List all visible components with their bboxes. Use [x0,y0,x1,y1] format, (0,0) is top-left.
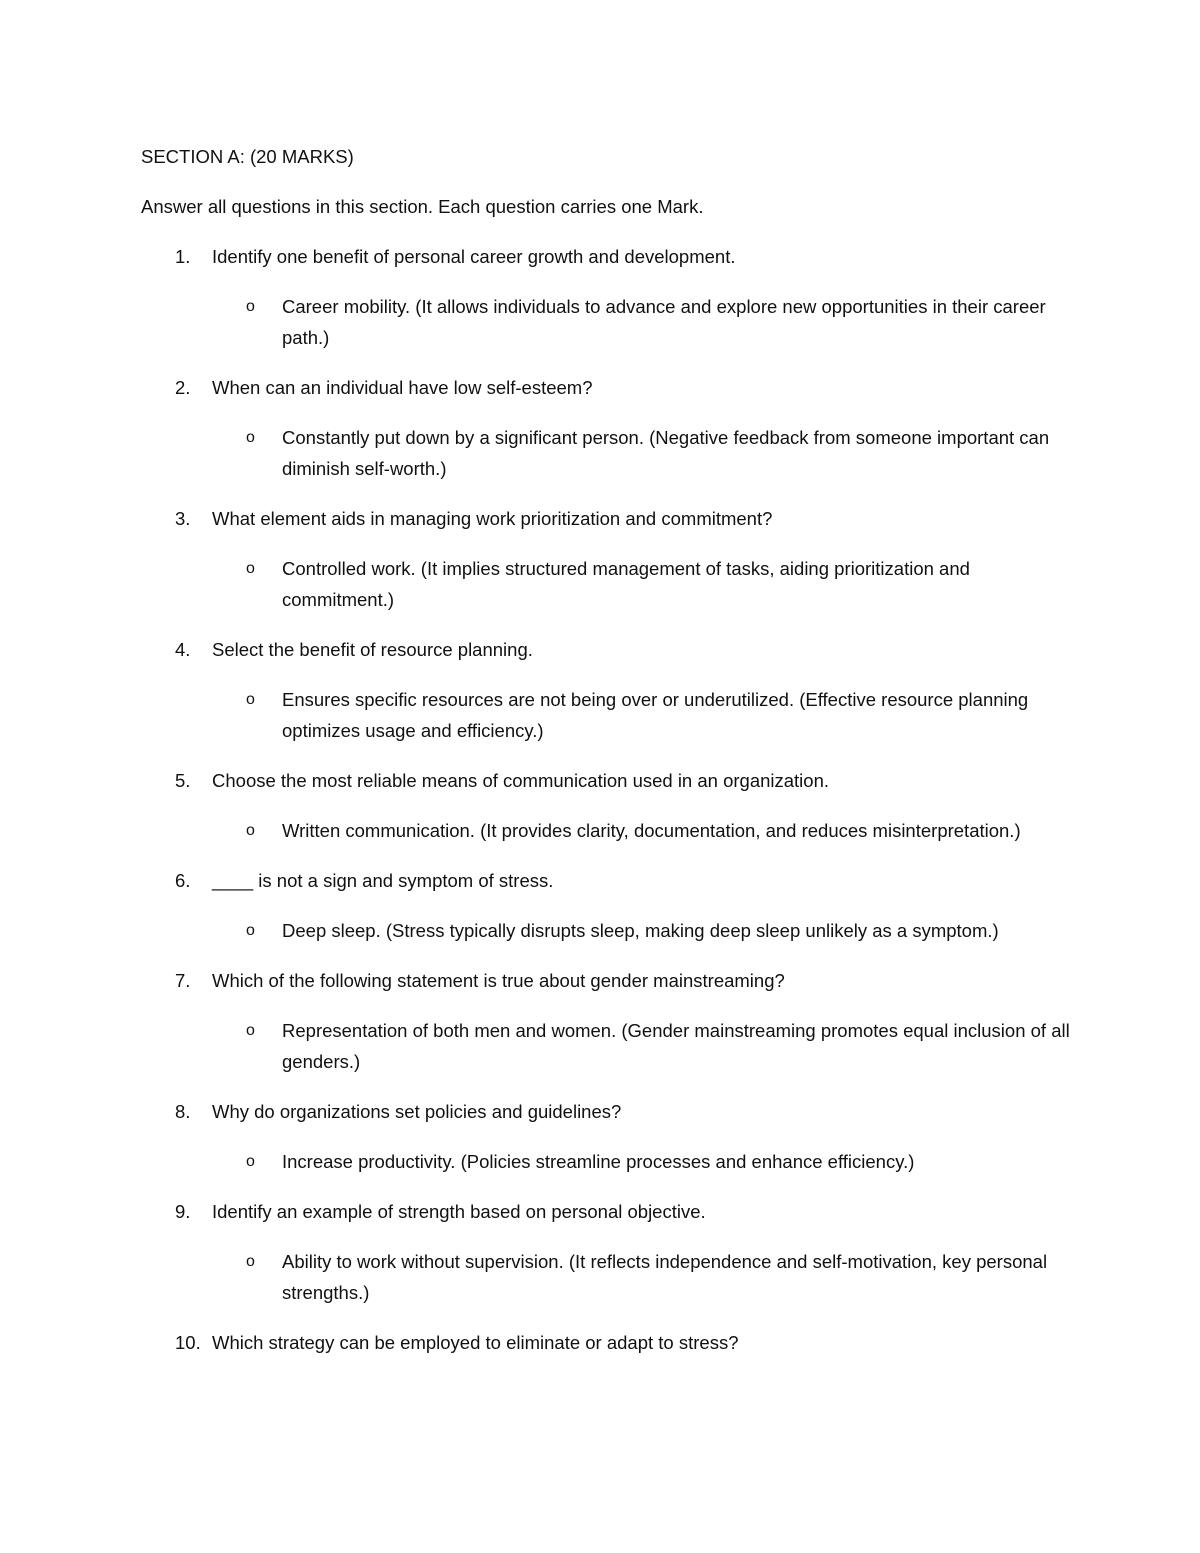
instructions: Answer all questions in this section. Each question carries one Mark. [141,196,704,217]
question-line [141,503,1071,534]
bullet-icon: o [246,1153,255,1170]
bullet-icon: o [246,691,255,708]
answer-text: Controlled work. (It implies structured management of tasks, aiding prioritization and commitment.) [282,558,970,610]
answer-item [141,291,1071,353]
question-number: 7. [175,970,191,991]
question-line [141,241,1071,272]
question-number: 2. [175,377,191,398]
question-item [141,241,1071,353]
answer-item [141,422,1071,484]
answer-item [141,684,1071,746]
question-text: Select the benefit of resource planning. [212,639,533,660]
answer-text: Deep sleep. (Stress typically disrupts sleep, making deep sleep unlikely as a symptom.) [282,920,999,941]
question-text: ____ is not a sign and symptom of stress. [212,870,554,891]
document-content [141,141,1071,1377]
question-number: 8. [175,1101,191,1122]
question-item [141,1327,1071,1358]
section-heading: SECTION A: (20 MARKS) [141,146,354,167]
question-text: Which of the following statement is true about gender mainstreaming? [212,970,785,991]
question-line [141,634,1071,665]
bullet-icon: o [246,922,255,939]
question-line [141,1196,1071,1227]
question-line [141,965,1071,996]
answer-item [141,553,1071,615]
question-item [141,503,1071,615]
question-item [141,1096,1071,1177]
question-number: 6. [175,870,191,891]
question-number: 1. [175,246,191,267]
question-item [141,634,1071,746]
question-line [141,765,1071,796]
question-item [141,965,1071,1077]
question-item [141,372,1071,484]
bullet-icon: o [246,1022,255,1039]
answer-text: Constantly put down by a significant person. (Negative feedback from someone important can diminish self-worth.) [282,427,1050,479]
answer-text: Ensures specific resources are not being over or underutilized. (Effective resource planning optimizes usage and efficiency.) [282,689,1029,741]
question-number: 10. [175,1332,201,1353]
question-line [141,1327,1071,1358]
question-text: Why do organizations set policies and guidelines? [212,1101,622,1122]
question-number: 4. [175,639,191,660]
question-number: 5. [175,770,191,791]
question-item [141,765,1071,846]
answer-item [141,915,1071,946]
question-number: 9. [175,1201,191,1222]
bullet-icon: o [246,298,255,315]
answer-text: Ability to work without supervision. (It reflects independence and self-motivation, key personal strengths.) [282,1251,1048,1303]
question-number: 3. [175,508,191,529]
answer-item [141,1146,1071,1177]
answer-item [141,1015,1071,1077]
question-text: Which strategy can be employed to eliminate or adapt to stress? [212,1332,739,1353]
answer-item [141,815,1071,846]
answer-text: Written communication. (It provides clarity, documentation, and reduces misinterpretation.) [282,820,1021,841]
bullet-icon: o [246,429,255,446]
question-line [141,865,1071,896]
question-text: When can an individual have low self-esteem? [212,377,593,398]
bullet-icon: o [246,560,255,577]
question-item [141,865,1071,946]
question-line [141,372,1071,403]
question-text: What element aids in managing work prioritization and commitment? [212,508,773,529]
question-list [141,241,1071,1358]
answer-text: Increase productivity. (Policies streamline processes and enhance efficiency.) [282,1151,915,1172]
question-text: Choose the most reliable means of communication used in an organization. [212,770,830,791]
answer-item [141,1246,1071,1308]
bullet-icon: o [246,1253,255,1270]
answer-text: Career mobility. (It allows individuals to advance and explore new opportunities in their career path.) [282,296,1046,348]
question-text: Identify an example of strength based on personal objective. [212,1201,706,1222]
bullet-icon: o [246,822,255,839]
question-text: Identify one benefit of personal career growth and development. [212,246,736,267]
question-item [141,1196,1071,1308]
answer-text: Representation of both men and women. (Gender mainstreaming promotes equal inclusion of all genders.) [282,1020,1070,1072]
question-line [141,1096,1071,1127]
